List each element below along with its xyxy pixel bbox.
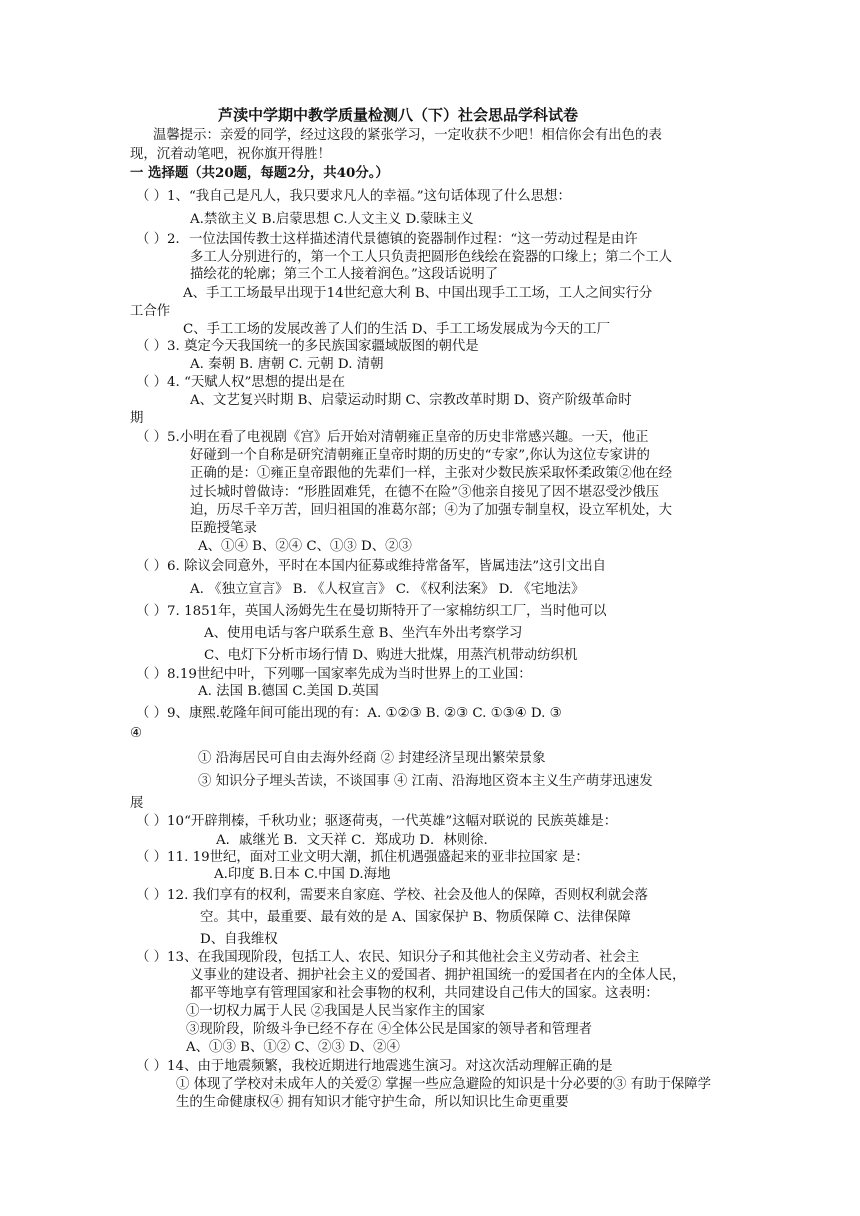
option-line: A、手工工场最早出现于14世纪意大利 B、中国出现手工工场，工人之间实行分	[183, 286, 653, 301]
question-line: （ ）12. 我们享有的权利，需要来自家庭、学校、社会及他人的保障，否则权利就会落	[136, 888, 648, 903]
question-line: 正确的是：①雍正皇帝跟他的先辈们一样，主张对少数民族采取怀柔政策②他在经	[190, 466, 673, 481]
question-line: （ ）11. 19世纪，面对工业文明大潮，抓住机遇强盛起来的亚非拉国家 是：	[136, 850, 589, 865]
question-line: （ ）14、由于地震频繁，我校近期进行地震逃生演习。对这次活动理解正确的是	[136, 1059, 613, 1074]
question-line: 多工人分别进行的，第一个工人只负责把圆形色线绘在瓷器的口缘上；第二个工人	[190, 250, 673, 265]
option-line: A、使用电话与客户联系生意 B、坐汽车外出考察学习	[204, 626, 523, 641]
tip-line-1: 温馨提示：亲爱的同学，经过这段的紧张学习，一定收获不少吧！相信你会有出色的表	[153, 128, 662, 143]
question-line: ① 体现了学校对未成年人的关爱② 掌握一些应急避险的知识是十分必要的③ 有助于保障学	[176, 1077, 712, 1092]
question-line: 生的生命健康权④ 拥有知识才能守护生命，所以知识比生命更重要	[176, 1095, 569, 1110]
question-line: （ ）13、在我国现阶段，包括工人、农民、知识分子和其他社会主义劳动者、社会主	[136, 950, 640, 965]
question-line: （ ）5.小明在看了电视剧《宫》后开始对清朝雍正皇帝的历史非常感兴趣。一天，他正	[136, 430, 649, 445]
question-line: 好碰到一个自称是研究清朝雍正皇帝时期的历史的“专家”,你认为这位专家讲的	[190, 448, 650, 463]
option-line: ④	[130, 726, 143, 741]
option-line: ①一切权力属于人民 ②我国是人民当家作主的国家	[186, 1004, 485, 1019]
option-line: A．戚继光 B．文天祥 C．郑成功 D．林则徐.	[216, 833, 488, 848]
question-line: （ ）3. 奠定今天我国统一的多民族国家疆域版图的朝代是	[136, 339, 479, 354]
option-line: 工合作	[130, 304, 171, 319]
question-line: 都平等地享有管理国家和社会事物的权利，共同建设自己伟大的国家。这表明：	[190, 986, 659, 1001]
question-line: （ ）9、康熙.乾隆年间可能出现的有：A. ①②③ B. ②③ C. ①③④ D. ③	[136, 706, 562, 721]
question-line: （ ）2．一位法国传教士这样描述清代景德镇的瓷器制作过程：“这一劳动过程是由许	[136, 232, 638, 247]
question-line: （ ）1、“我自己是凡人，我只要求凡人的幸福。”这句话体现了什么思想：	[136, 189, 571, 204]
question-line: （ ）8.19世纪中叶，下列哪一国家率先成为当时世界上的工业国：	[136, 667, 532, 682]
question-line: （ ）10“开辟荆榛，千秋功业；驱逐荷夷，一代英雄”这幅对联说的 民族英雄是：	[136, 814, 618, 829]
option-line: C、手工工场的发展改善了人们的生活 D、手工工场发展成为今天的工厂	[183, 322, 610, 337]
option-line: A. 《独立宣言》 B. 《人权宣言》 C. 《权利法案》 D. 《宅地法》	[190, 582, 585, 597]
question-line: 空。其中，最重要、最有效的是 A、国家保护 B、物质保障 C、法律保障	[200, 910, 631, 925]
question-line: （ ）4. “天赋人权”思想的提出是在	[136, 375, 346, 390]
option-line: ③现阶段，阶级斗争已经不存在 ④全体公民是国家的领导者和管理者	[186, 1022, 592, 1037]
option-line: C、电灯下分析市场行情 D、购进大批煤，用蒸汽机带动纺织机	[204, 648, 578, 663]
section-heading: 一 选择题（共20题，每题2分，共40分。）	[130, 165, 389, 181]
option-line: A、①③ B、①② C、②③ D、②④	[186, 1040, 400, 1055]
question-line: 迫，历尽千辛万苦，回归祖国的准葛尔部；④为了加强专制皇权，设立军机处，大	[190, 503, 673, 518]
option-line: ③ 知识分子埋头苦读，不谈国事 ④ 江南、沿海地区资本主义生产萌芽迅速发	[198, 774, 653, 789]
option-line: 期	[130, 411, 144, 426]
question-line: 臣跪授笔录	[190, 521, 257, 536]
option-line: A. 秦朝 B. 唐朝 C. 元朝 D. 清朝	[190, 357, 384, 372]
option-line: D、自我维权	[200, 932, 278, 947]
question-line: 义事业的建设者、拥护社会主义的爱国者、拥护祖国统一的爱国者在内的全体人民，	[190, 968, 686, 983]
option-line: 展	[130, 796, 144, 811]
question-line: 过长城时曾做诗：“形胜固难凭，在德不在险”③他亲自接见了因不堪忍受沙俄压	[190, 485, 659, 500]
question-line: （ ）6. 除议会同意外，平时在本国内征募或维持常备军，皆属违法”这引文出自	[136, 559, 607, 574]
option-line: A.禁欲主义 B.启蒙思想 C.人文主义 D.蒙昧主义	[190, 212, 474, 227]
tip-line-2: 现，沉着动笔吧，祝你旗开得胜！	[130, 147, 331, 162]
option-line: A.印度 B.日本 C.中国 D.海地	[214, 867, 391, 882]
option-line: A、文艺复兴时期 B、启蒙运动时期 C、宗教改革时期 D、资产阶级革命时	[190, 393, 632, 408]
option-line: ① 沿海居民可自由去海外经商 ② 封建经济呈现出繁荣景象	[198, 751, 546, 766]
question-line: （ ）7. 1851年，英国人汤姆先生在曼切斯特开了一家棉纺织工厂，当时他可以	[136, 604, 607, 619]
option-line: A. 法国 B.德国 C.美国 D.英国	[198, 684, 379, 699]
page-title: 芦渎中学期中教学质量检测八（下）社会思品学科试卷	[218, 106, 579, 124]
question-line: 描绘花的轮廓；第三个工人接着润色。”这段话说明了	[190, 267, 499, 282]
option-line: A、①④ B、②④ C、①③ D、②③	[198, 539, 412, 554]
